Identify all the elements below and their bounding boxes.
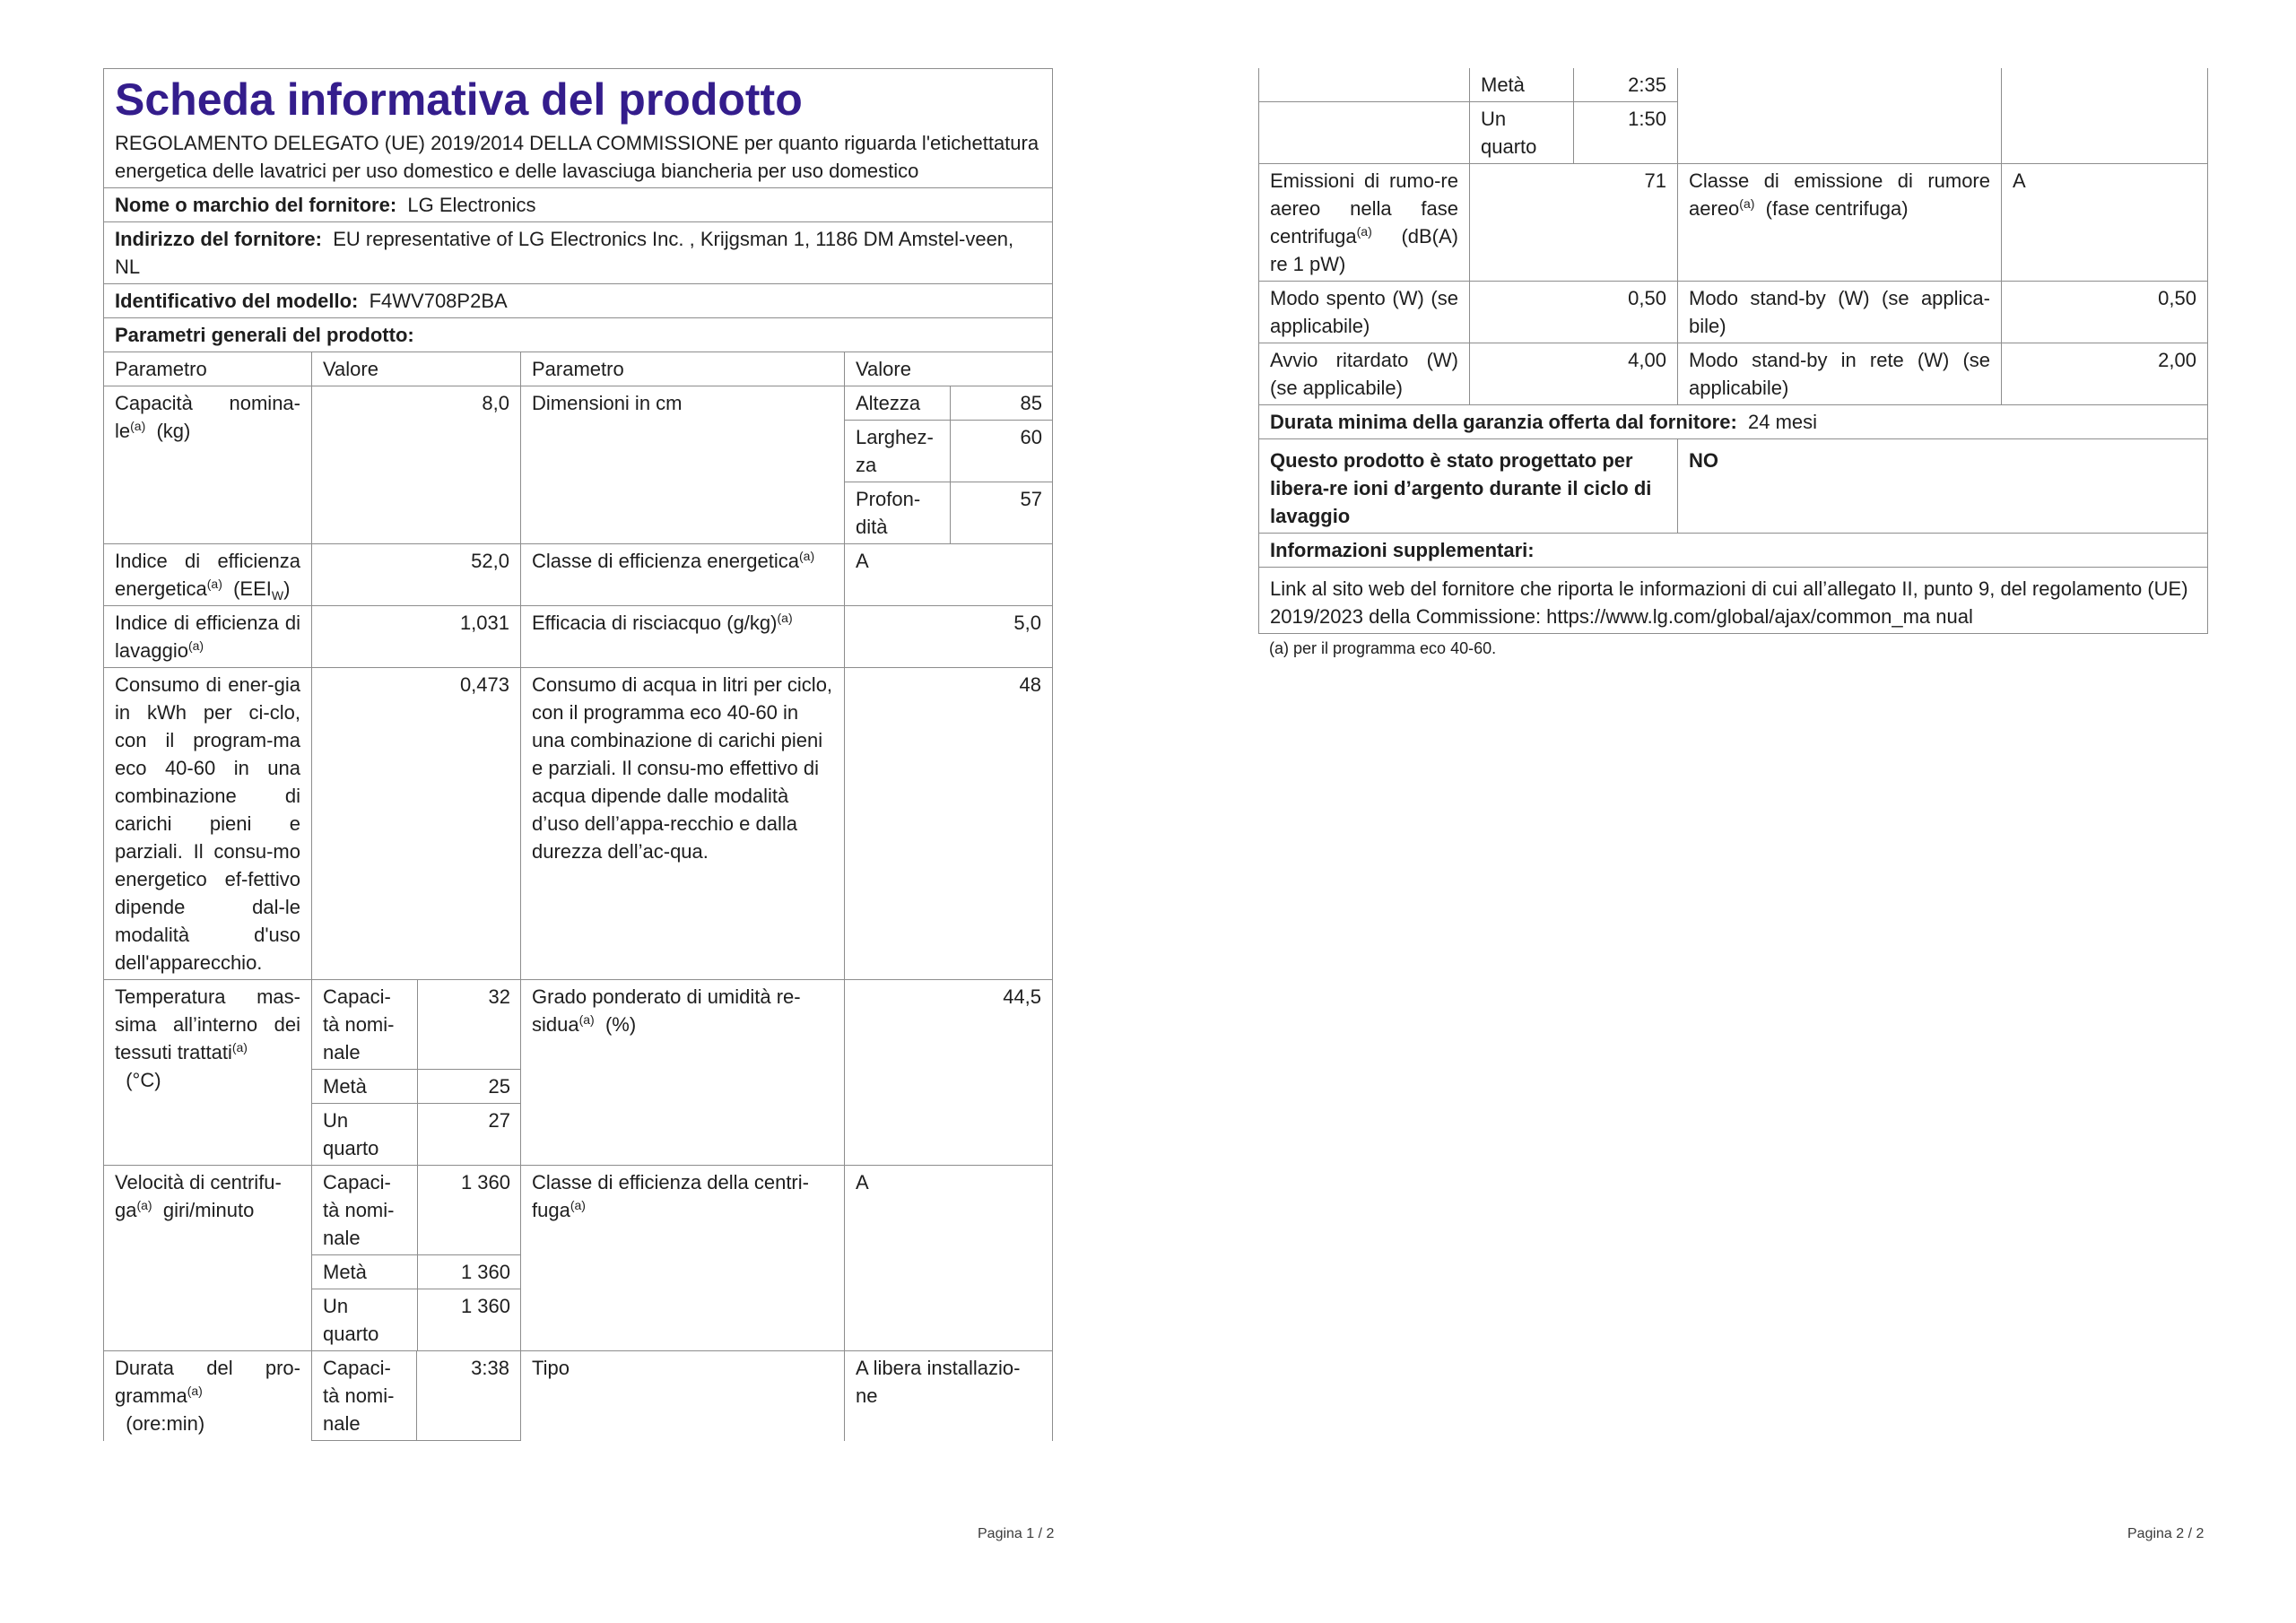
warranty-label: Durata minima della garanzia offerta dal fornitore: <box>1270 411 1737 433</box>
energy-consumption-label: Consumo di ener-gia in kWh per ci-clo, con il program-ma eco 40-60 in una combinazione di carichi pieni e parziali. Il consu-mo energetico ef-fettivo dipende dal-le modalità d'uso dell'apparecchio. <box>104 668 312 980</box>
footnote: (a) per il programma eco 40-60. <box>1269 639 1497 657</box>
page-1 <box>103 68 1052 1441</box>
table-row <box>1259 282 2208 343</box>
temp-full-value: 32 <box>417 980 521 1070</box>
washing-index-value: 1,031 <box>312 606 521 668</box>
table-row <box>104 1351 1053 1441</box>
supplier-name-row <box>104 188 1053 222</box>
table-row <box>104 606 1053 668</box>
product-info-table <box>103 68 1053 1441</box>
rinse-label: Efficacia di risciacquo $(g/kg)^{(a)}$ <box>521 606 845 668</box>
width-label: Larghez-za <box>845 421 950 482</box>
general-params-label: Parametri generali del prodotto: <box>115 324 414 346</box>
table-row <box>104 386 1053 544</box>
eei-label: Indice di efficienza energetica$^{(a)}$ $(EEI_W)$ <box>104 544 312 606</box>
water-consumption-label: Consumo di acqua in litri per ciclo, con il programma eco 40-60 in una combinazione di carichi pieni e parziali. Il consu-mo effettivo di acqua dipende dalle modalità d’uso dell’appa-recchio e dalla durezza dell’ac-qua. <box>521 668 845 980</box>
type-value: A libera installazio-ne <box>845 1351 1053 1441</box>
off-mode-label: Modo spento (W) (se applicabile) <box>1259 282 1470 343</box>
table-row <box>104 544 1053 606</box>
temp-quarter-value: 27 <box>417 1104 521 1166</box>
duration-load-half: Metà <box>1470 68 1574 102</box>
washing-index-label: Indice di efficienza di lavaggio$^{(a)}$ <box>104 606 312 668</box>
standby-value: 0,50 <box>2002 282 2208 343</box>
height-value: 85 <box>950 386 1053 421</box>
spin-load-quarter: Un quarto <box>312 1289 417 1351</box>
spin-load-full: Capaci-tà nomi-nale <box>312 1166 417 1255</box>
supplier-address: EU representative of LG Electronics Inc. , Krijgsman 1, 1186 DM Amstel-veen, NL <box>115 228 1014 278</box>
noise-emission-label: Emissioni di rumo-re aereo nella fase centrifuga$^{(a)}$ (dB(A) re 1 pW) <box>1259 164 1470 282</box>
off-mode-value: 0,50 <box>1470 282 1678 343</box>
duration-load-full: Capaci-tà nomi-nale <box>312 1351 417 1441</box>
capacity-label: Capacità nomina-$le^{(a)}$ (kg) <box>104 386 312 544</box>
spin-load-half: Metà <box>312 1255 417 1289</box>
warranty-value: 24 mesi <box>1748 411 1818 433</box>
duration-load-quarter: Un quarto <box>1470 102 1574 164</box>
capacity-value: 8,0 <box>312 386 521 544</box>
general-params-row <box>104 318 1053 352</box>
water-consumption-value: 48 <box>845 668 1053 980</box>
spin-cell <box>312 1166 521 1351</box>
duration-label-continued <box>1259 68 1470 102</box>
duration-label-continued-2 <box>1259 102 1470 164</box>
moisture-label: Grado ponderato di umidità re-sidua$^{(a)}$ (%) <box>521 980 845 1166</box>
model-label: Identificativo del modello: <box>115 290 359 312</box>
rinse-value: 5,0 <box>845 606 1053 668</box>
temp-load-full: Capaci-tà nomi-nale <box>312 980 417 1070</box>
additional-info-label: Informazioni supplementari: <box>1270 539 1535 561</box>
regulation-text: REGOLAMENTO DELEGATO (UE) 2019/2014 DELLA COMMISSIONE per quanto riguarda l'etichettatura energetica delle lavatrici per uso domestico e delle lavasciuga biancheria per uso domestico <box>115 132 1039 182</box>
temp-load-half: Metà <box>312 1070 417 1104</box>
table-row <box>104 1166 1053 1351</box>
supplier-address-row <box>104 222 1053 284</box>
supplier-name-label: Nome o marchio del fornitore: <box>115 194 397 216</box>
temp-half-value: 25 <box>417 1070 521 1104</box>
spin-class-value: A <box>845 1166 1053 1351</box>
dimensions-cell <box>845 386 1053 544</box>
height-label: Altezza <box>845 386 950 421</box>
table-row <box>1259 164 2208 282</box>
table-row <box>104 980 1053 1166</box>
temperature-cell <box>312 980 521 1166</box>
eei-value: 52,0 <box>312 544 521 606</box>
energy-class-label: Classe di efficienza energetica$^{(a)}$ <box>521 544 845 606</box>
standby-label: Modo stand-by (W) (se applica-bile) <box>1678 282 2002 343</box>
page-number-2: Pagina 2 / 2 <box>2127 1526 2205 1541</box>
type-label-continued <box>1678 68 2002 164</box>
depth-value: 57 <box>950 482 1053 544</box>
model-row <box>104 284 1053 318</box>
energy-consumption-value: 0,473 <box>312 668 521 980</box>
warranty-row <box>1259 405 2208 439</box>
spin-quarter-value: 1 360 <box>417 1289 521 1351</box>
noise-class-label: Classe di emissione di rumore aereo$^{(a)}$ (fase centrifuga) <box>1678 164 2002 282</box>
duration-label: Durata del pro-gramma$^{(a)}$ (ore:min) <box>104 1351 312 1441</box>
table-row <box>1259 343 2208 405</box>
product-info-table-continued <box>1258 68 2208 634</box>
supplier-link-text: Link al sito web del fornitore che riporta le informazioni di cui all’allegato II, punto 9, del regolamento (UE) 2019/2023 della Commissione: https://www.lg.com/global/ajax/common_ma nual <box>1259 568 2208 634</box>
depth-label: Profon-dità <box>845 482 950 544</box>
duration-quarter-value: 1:50 <box>1574 102 1678 164</box>
duration-half-value: 2:35 <box>1574 68 1678 102</box>
spin-full-value: 1 360 <box>417 1166 521 1255</box>
table-row <box>1259 68 2208 102</box>
temperature-label: Temperatura mas-sima all’interno dei tessuti trattati$^{(a)}$ (°C) <box>104 980 312 1166</box>
moisture-value: 44,5 <box>845 980 1053 1166</box>
page-title: Scheda informativa del prodotto <box>115 74 803 125</box>
spin-half-value: 1 360 <box>417 1255 521 1289</box>
temp-load-quarter: Un quarto <box>312 1104 417 1166</box>
model-id: F4WV708P2BA <box>369 290 508 312</box>
table-row <box>104 668 1053 980</box>
supplier-name: LG Electronics <box>407 194 536 216</box>
column-header-row <box>104 352 1053 386</box>
table-row <box>1259 439 2208 534</box>
type-label: Tipo <box>521 1351 845 1441</box>
supplier-address-label: Indirizzo del fornitore: <box>115 228 322 250</box>
col-header-param-2: Parametro <box>521 352 845 386</box>
network-standby-value: 2,00 <box>2002 343 2208 405</box>
spin-label: Velocità di centrifu-$ga^{(a)}$ giri/minuto <box>104 1166 312 1351</box>
width-value: 60 <box>950 421 1053 482</box>
delay-start-value: 4,00 <box>1470 343 1678 405</box>
col-header-value-2: Valore <box>845 352 1053 386</box>
col-header-value-1: Valore <box>312 352 521 386</box>
noise-class-value: A <box>2002 164 2208 282</box>
page-2 <box>1258 68 2207 658</box>
duration-full-value: 3:38 <box>417 1351 521 1441</box>
delay-start-label: Avvio ritardato (W) (se applicabile) <box>1259 343 1470 405</box>
silver-ions-label: Questo prodotto è stato progettato per libera-re ioni d’argento durante il ciclo di lavaggio <box>1259 439 1678 534</box>
noise-emission-value: 71 <box>1470 164 1678 282</box>
silver-ions-value: NO <box>1678 439 2208 534</box>
network-standby-label: Modo stand-by in rete (W) (se applicabile) <box>1678 343 2002 405</box>
type-value-continued <box>2002 68 2208 164</box>
dimensions-label: Dimensioni in cm <box>521 386 845 544</box>
additional-info-row <box>1259 534 2208 568</box>
spin-class-label: Classe di efficienza della centri-fuga$^{(a)}$ <box>521 1166 845 1351</box>
energy-class-value: A <box>845 544 1053 606</box>
page-number-1: Pagina 1 / 2 <box>978 1526 1055 1541</box>
col-header-param-1: Parametro <box>104 352 312 386</box>
header-cell <box>104 69 1053 188</box>
